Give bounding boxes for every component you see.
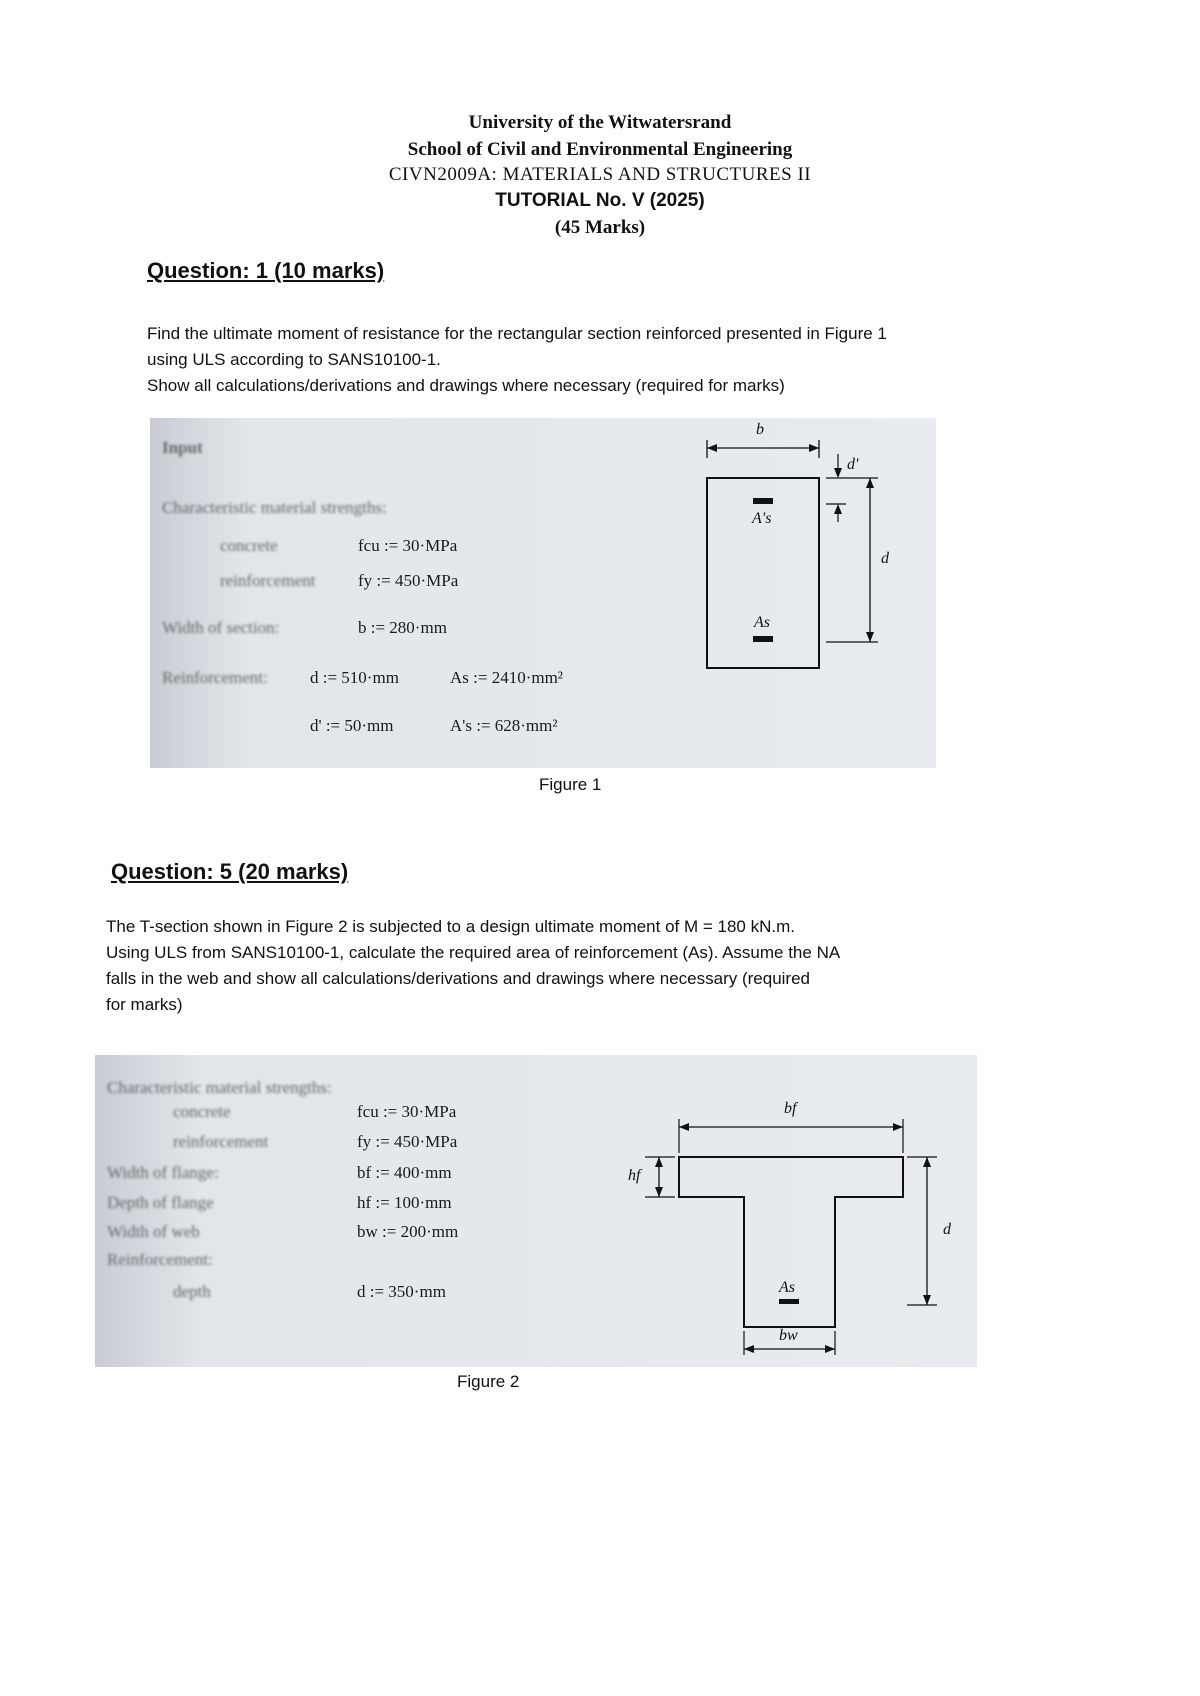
figure-1-caption: Figure 1 bbox=[539, 775, 602, 794]
question-5-line-2: Using ULS from SANS10100-1, calculate the required area of reinforcement (As). Assume the NA bbox=[106, 943, 841, 962]
fig2-depth-label: depth bbox=[173, 1282, 211, 1301]
fig2-fcu: fcu := 30·MPa bbox=[357, 1102, 457, 1121]
question-1-text bbox=[147, 321, 1107, 399]
fig1-fcu: fcu := 30·MPa bbox=[358, 536, 458, 555]
t-tension-steel-bar bbox=[779, 1299, 799, 1304]
fig2-label-bf: bf bbox=[784, 1100, 797, 1117]
figure-2 bbox=[95, 1055, 977, 1367]
fig2-label-As: As bbox=[779, 1279, 795, 1296]
fig2-web-width-label: Width of web bbox=[107, 1222, 200, 1241]
fig1-strengths-heading: Characteristic material strengths: bbox=[162, 498, 387, 517]
fig1-label-Asp: A's bbox=[752, 510, 772, 527]
fig2-reinforcement-label: Reinforcement: bbox=[107, 1250, 213, 1269]
fig2-d: d := 350·mm bbox=[357, 1282, 446, 1301]
fig1-dp: d' := 50·mm bbox=[310, 716, 394, 735]
fig2-fy: fy := 450·MPa bbox=[357, 1132, 458, 1151]
fig1-As: As := 2410·mm² bbox=[450, 668, 563, 687]
question-1-line-1: Find the ultimate moment of resistance for the rectangular section reinforced presented in Figure 1 bbox=[147, 324, 887, 343]
fig2-bw: bw := 200·mm bbox=[357, 1222, 459, 1241]
fig2-label-d: d bbox=[943, 1221, 951, 1238]
fig1-concrete-label: concrete bbox=[220, 536, 278, 555]
question-1-line-3: Show all calculations/derivations and drawings where necessary (required for marks) bbox=[147, 376, 785, 395]
school-name: School of Civil and Environmental Engineering bbox=[407, 139, 793, 160]
figure-2-caption: Figure 2 bbox=[457, 1372, 520, 1391]
course-title: CIVN2009A: MATERIALS AND STRUCTURES II bbox=[388, 164, 812, 185]
fig2-flange-depth-label: Depth of flange bbox=[107, 1193, 214, 1212]
tension-steel-bar bbox=[753, 636, 773, 642]
fig2-hf: hf := 100·mm bbox=[357, 1193, 452, 1212]
fig1-width-label: Width of section: bbox=[162, 618, 280, 637]
t-section-diagram bbox=[95, 1055, 977, 1367]
university-name: University of the Witwatersrand bbox=[468, 112, 732, 133]
question-5-title: Question: 5 (20 marks) bbox=[111, 859, 349, 884]
question-5-line-4: for marks) bbox=[106, 995, 183, 1014]
fig2-concrete-label: concrete bbox=[173, 1102, 231, 1121]
fig1-d: d := 510·mm bbox=[310, 668, 399, 687]
fig2-strengths-heading: Characteristic material strengths: bbox=[107, 1078, 332, 1097]
question-5-line-1: The T-section shown in Figure 2 is subjected to a design ultimate moment of M = 180 kN.m. bbox=[106, 917, 795, 936]
compression-steel-bar bbox=[753, 498, 773, 504]
figure-1 bbox=[150, 418, 936, 768]
fig1-label-b: b bbox=[756, 421, 764, 438]
question-5-text bbox=[106, 914, 1066, 1018]
fig1-label-As: As bbox=[754, 614, 770, 631]
fig1-input-heading: Input bbox=[162, 438, 203, 457]
fig1-b: b := 280·mm bbox=[358, 618, 447, 637]
fig1-label-dp: d' bbox=[847, 456, 859, 473]
fig2-flange-width-label: Width of flange: bbox=[107, 1163, 219, 1182]
fig2-reinf-label: reinforcement bbox=[173, 1132, 269, 1151]
rectangular-section-diagram bbox=[150, 418, 936, 768]
fig1-reinforcement-label: Reinforcement: bbox=[162, 668, 268, 687]
fig2-bf: bf := 400·mm bbox=[357, 1163, 452, 1182]
total-marks: (45 Marks) bbox=[554, 217, 646, 238]
fig2-label-bw: bw bbox=[779, 1327, 798, 1344]
question-1-title: Question: 1 (10 marks) bbox=[147, 258, 385, 283]
tutorial-title: TUTORIAL No. V (2025) bbox=[495, 190, 705, 211]
fig1-Asp: A's := 628·mm² bbox=[450, 716, 558, 735]
fig2-label-hf: hf bbox=[628, 1167, 641, 1184]
fig1-label-d: d bbox=[881, 550, 889, 567]
question-5-line-3: falls in the web and show all calculations/derivations and drawings where necessary (required bbox=[106, 969, 810, 988]
question-1-line-2: using ULS according to SANS10100-1. bbox=[147, 350, 441, 369]
fig1-fy: fy := 450·MPa bbox=[358, 571, 459, 590]
fig1-reinf-label: reinforcement bbox=[220, 571, 316, 590]
